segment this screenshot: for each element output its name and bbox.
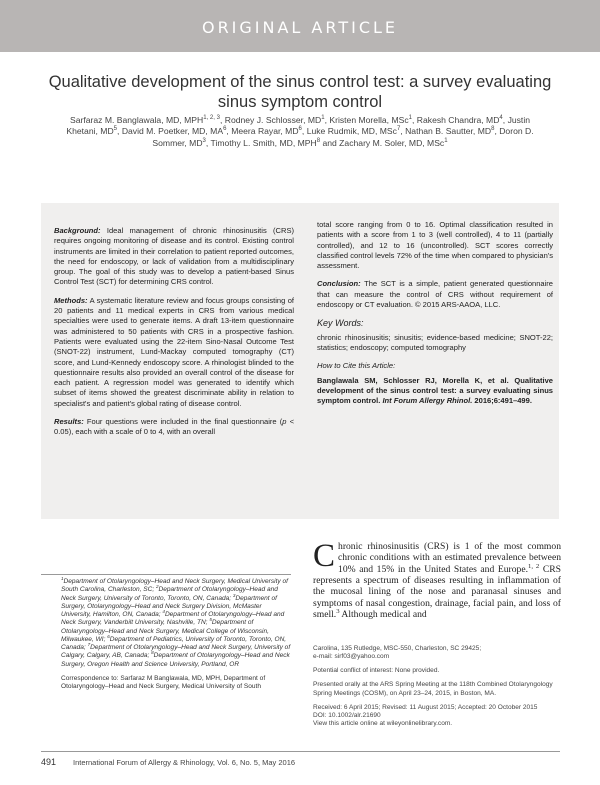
author-name: Nathan B. Sautter, MD: [405, 126, 492, 137]
affiliation-text: Department of Otolaryngology–Head and Neck Surgery, Oregon Health and Science University, Portland, OR: [61, 652, 290, 668]
body-paragraph: Chronic rhinosinusitis (CRS) is 1 of the most common chronic conditions with an estimated prevalence between 10% and 15% in the United States and Europe.$^{1, 2}$ CRS represents a spectrum of diseases resulting in inflammation of the mucosal lining of the nose and paranasal sinuses and symptoms of nasal congestion, drainage, facial pain, and loss of smell.$^3$ Although medical and: [313, 538, 561, 621]
author-name: and Zachary M. Soler, MD, MSc: [322, 137, 445, 148]
author-affiliation: 1: [408, 115, 412, 122]
affiliation-number: 3: [232, 592, 236, 598]
author-affiliation: 8: [491, 126, 495, 133]
author-name: Justin Khetani, MD: [66, 115, 531, 137]
correspondence-note: Correspondence to: Sarfaraz M Banglawala, MD, MPH, Department of Otolaryngology–Head and Neck Surgery, Medical University of South: [61, 674, 266, 690]
author-affiliation: 1: [321, 115, 325, 122]
article-type-band: [0, 0, 600, 52]
footer-divider: [41, 751, 560, 752]
affiliation-number: 2: [155, 584, 159, 590]
affiliation-number: 8: [151, 650, 154, 656]
email-line: e-mail: sirf03@yahoo.com: [313, 653, 390, 661]
affiliation-number: 4: [162, 608, 165, 614]
affiliation-number: 7: [87, 641, 91, 647]
abstract-background: Background: Ideal management of chronic rhinosinusitis (CRS) requires ongoing monitoring of disease and its control. Existing control instruments are limited in their correlation to patient reported outcomes, the need for endoscopy, or lack of validation from a multidisciplinary group. The goal of this study was to develop a patient-based Sinus Control Test (SCT) for determining CRS control.: [54, 226, 294, 287]
article-type-label: ORIGINAL ARTICLE: [201, 18, 399, 37]
page-number: 491: [41, 757, 57, 767]
cite-heading: How to Cite this Article:: [317, 361, 396, 371]
author-name: Sarfaraz M. Banglawala, MD, MPH: [69, 115, 204, 125]
affiliation-text: Department of Otolaryngology–Head and Neck Surgery, University of Toronto, Toronto, ON, Canada;: [61, 586, 278, 602]
affiliation-text: Department of Pediatrics, University of Toronto, Toronto, ON, Canada;: [61, 635, 287, 651]
footnote-divider: [41, 574, 291, 575]
dates-note: Received: 6 April 2015; Revised: 11 August 2015; Accepted: 20 October 2015: [313, 703, 538, 711]
drop-cap: C: [313, 538, 336, 574]
affiliation-text: Department of Otolaryngology–Head and Neck Surgery, Vanderbilt University, Nashville, TN;: [61, 611, 285, 627]
author-list: Sarfaraz M. Banglawala, MD, MPH$^{1, 2, 3}$, Rodney J. Schlosser, $MD^1$, Kristen Morella, MSc$^1$, Rakesh Chandra, $MD^4$, Justin Khetani, $MD^5$, David M. Poetker, MD, $MA^6$, Meera Rayar, $MD^6$, Luke Rudmik, MD, MSc$^7$, Nathan B. Sautter, $MD^8$, Doron D. Sommer, $MD^3$, Timothy L. Smith, MD, MPH$^8$ and Zachary M. Soler, MD, MSc$^1$: [66, 115, 534, 148]
affiliation-text: Department of Otolaryngology–Head and Neck Surgery, Medical College of Wisconsin, Milwaukee, WI;: [61, 619, 269, 643]
abstract-left-column: [54, 226, 294, 446]
doi-note: DOI: 10.1002/alr.21690: [313, 711, 381, 719]
author-affiliation: 4: [499, 115, 503, 122]
journal-footer: International Forum of Allergy & Rhinology, Vol. 6, No. 5, May 2016: [73, 758, 296, 767]
affiliation-text: Department of Otolaryngology–Head and Neck Surgery, Medical University of South Carolina, Charleston, SC;: [61, 578, 288, 594]
affiliation-number: 1: [61, 575, 64, 581]
conflict-note: Potential conflict of interest: None provided.: [313, 667, 440, 675]
author-name: David M. Poetker, MD, MA: [121, 126, 224, 137]
presented-note: Presented orally at the ARS Spring Meeting at the 118th Combined Otolaryngology Spring Meetings (COSM), on April 23–24, 2015, in Boston, MA.: [313, 681, 553, 697]
abstract-results: Results: Four questions were included in the final questionnaire (p < 0.05), each with a scale of 0 to 4, with an overall: [54, 417, 294, 437]
author-name: Rodney J. Schlosser, MD: [224, 115, 322, 125]
abstract-right-column: [317, 220, 553, 414]
author-name: Timothy L. Smith, MD, MPH: [210, 137, 317, 148]
author-name: Meera Rayar, MD: [231, 126, 299, 137]
author-affiliation: 3: [202, 137, 206, 144]
affiliation-text: Department of Otolaryngology–Head and Neck Surgery, University of Calgary, Calgary, AB, Canada;: [61, 644, 291, 660]
cite-text: Banglawala SM, Schlosser RJ, Morella K, et al. Qualitative development of the sinus control test: a survey evaluating sinus symptom control. Int Forum Allergy Rhinol. 2016;6:491–499.: [317, 375, 553, 406]
article-title: Qualitative development of the sinus control test: a survey evaluating sinus symptom control: [48, 73, 552, 111]
affiliation-number: 6: [107, 633, 110, 639]
keywords-heading: Key Words:: [317, 318, 364, 329]
affiliations-footnote: [61, 575, 293, 691]
address-line-1: Carolina, 135 Rutledge, MSC-550, Charleston, SC 29425;: [313, 645, 482, 652]
author-affiliation: 1, 2, 3: [203, 115, 220, 122]
abstract-results-continued: total score ranging from 0 to 16. Optimal classification resulted in patients with a score from 1 to 3 (well controlled), 4 to 11 (partially controlled), and 12 to 16 (uncontrolled). SCT scores correctly classified control levels 72% of the time when compared to physician's assessment.: [317, 220, 553, 271]
author-affiliation: 7: [396, 126, 401, 133]
affiliation-number: 5: [209, 617, 212, 623]
author-name: Luke Rudmik, MD, MSc: [306, 126, 397, 137]
affiliation-list: [61, 575, 293, 669]
author-name: Rakesh Chandra, MD: [416, 115, 500, 125]
author-name: Kristen Morella, MSc: [329, 115, 409, 125]
affiliation-text: Department of Surgery, Otolaryngology–Head and Neck Surgery Division, McMaster University, Hamilton, ON, Canada;: [61, 594, 277, 618]
author-affiliation: 8: [316, 137, 321, 144]
keywords-text: chronic rhinosinusitis; sinusitis; evidence-based medicine; SNOT-22; statistics; endoscopy; computed tomography: [317, 332, 553, 352]
author-affiliation: 1: [444, 137, 448, 144]
online-note: View this article online at wileyonlinelibrary.com.: [313, 720, 453, 728]
author-affiliation: 6: [298, 126, 302, 133]
author-name: Doron D. Sommer, MD: [152, 126, 534, 148]
abstract-methods: Methods: A systematic literature review and focus groups consisting of 20 patients and 11 medical experts in CRS from various medical specialties were used to generate items. A draft 13-item questionnaire was administered to 50 patients with CRS in a prospective fashion. Patients were evaluated using the 22-item Sino-Nasal Outcome Test (SNOT-22) instrument, Lund-Mackay computed tomography (CT) score, and Lund-Kennedy endoscopy score. A rhinologist blinded to the questionnaire results also provided an overall control of the disease for each patient. A regression model was generated to identify which subset of items showed the greatest discriminate ability in relation to specialist's and patient's global rating of disease control.: [54, 295, 294, 408]
article-info-footnote: [313, 645, 563, 728]
abstract-conclusion: Conclusion: The SCT is a simple, patient generated questionnaire that can measure the control of CRS without requirement of endoscopy or CT evaluation. © 2015 ARS-AAOA, LLC.: [317, 279, 553, 310]
author-affiliation: 6: [223, 126, 227, 133]
author-affiliation: 5: [113, 126, 118, 133]
